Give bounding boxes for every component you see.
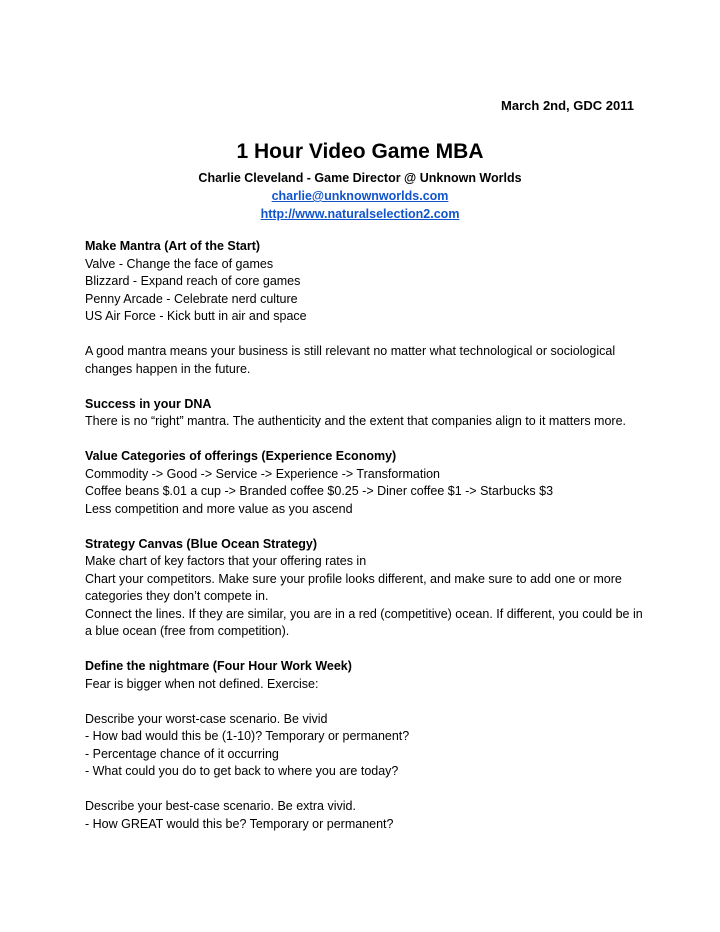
website-link[interactable]: http://www.naturalselection2.com (260, 207, 460, 221)
list-item: Make chart of key factors that your offering rates in (85, 554, 367, 568)
list-item: Commodity -> Good -> Service -> Experience -> Transformation (85, 466, 441, 481)
list-item: Penny Arcade - Celebrate nerd culture (85, 291, 298, 306)
list-item: Coffee beans $.01 a cup -> Branded coffee $0.25 -> Diner coffee $1 -> Starbucks $3 (85, 484, 554, 498)
document-date: March 2nd, GDC 2011 (501, 98, 634, 113)
url-line (0, 205, 720, 223)
section-strategy-canvas (85, 536, 645, 641)
list-item: - Percentage chance of it occurring (85, 746, 279, 761)
list-item: Less competition and more value as you ascend (85, 501, 353, 516)
email-line (0, 187, 720, 205)
section-heading: Make Mantra (Art of the Start) (85, 239, 261, 253)
section-nightmare (85, 658, 645, 693)
paragraph: There is no “right” mantra. The authenticity and the extent that companies align to it matters more. (85, 414, 627, 428)
section-best-case (85, 798, 645, 833)
paragraph: Connect the lines. If they are similar, you are in a red (competitive) ocean. If different, you could be in a blue ocean (free from competition). (85, 606, 643, 638)
list-item: Fear is bigger when not defined. Exercise: (85, 676, 319, 691)
document-title: 1 Hour Video Game MBA (236, 140, 484, 163)
list-item: - How GREAT would this be? Temporary or permanent? (85, 816, 394, 831)
section-value-categories (85, 448, 645, 518)
list-item: Valve - Change the face of games (85, 256, 274, 271)
section-heading: Strategy Canvas (Blue Ocean Strategy) (85, 536, 318, 551)
section-heading: Success in your DNA (85, 396, 212, 411)
list-item: Describe your best-case scenario. Be extra vivid. (85, 799, 356, 813)
author-line: Charlie Cleveland - Game Director @ Unknown Worlds (198, 171, 522, 185)
section-heading: Define the nightmare (Four Hour Work Week) (85, 659, 352, 673)
section-mantra (85, 238, 645, 326)
section-mantra-note (85, 343, 645, 378)
document-body (85, 238, 645, 851)
section-heading: Value Categories of offerings (Experience Economy) (85, 449, 397, 463)
list-item: - What could you do to get back to where you are today? (85, 764, 399, 778)
section-worst-case (85, 711, 645, 781)
list-item: - How bad would this be (1-10)? Temporary or permanent? (85, 729, 410, 743)
list-item: US Air Force - Kick butt in air and space (85, 309, 307, 323)
paragraph: A good mantra means your business is still relevant no matter what technological or sociological changes happen in the future. (85, 344, 616, 376)
list-item: Blizzard - Expand reach of core games (85, 274, 301, 288)
paragraph: Chart your competitors. Make sure your profile looks different, and make sure to add one or more categories they don’t compete in. (85, 571, 622, 603)
list-item: Describe your worst-case scenario. Be vivid (85, 711, 328, 726)
section-dna (85, 396, 645, 431)
email-link[interactable]: charlie@unknownworlds.com (271, 189, 449, 203)
